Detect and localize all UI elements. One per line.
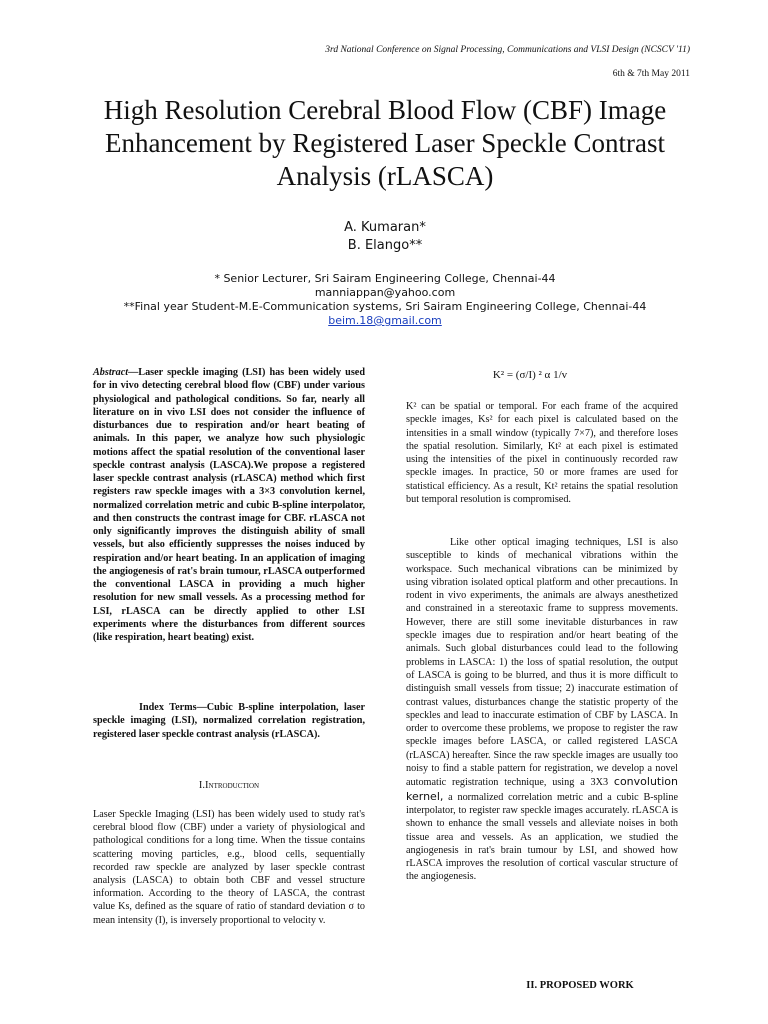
column2-kernel-text: convolution kernel, — [406, 775, 678, 803]
section-1-heading: I.Introduction — [198, 780, 260, 791]
introduction-text: Laser Speckle Imaging (LSI) has been widely used to study rat's cerebral blood flow (CBF) under a variety of physiological and pathological conditions for a long time. When the tissue contains scattering moving particles, e.g., blood cells, sequentially recorded raw speckle are analyzed by laser speckle contrast analysis (LASCA) to obtain both CBF and vessel structure information. According to the theory of LASCA, the contrast value Ks, defined as the square of ratio of standard deviation σ to mean intensity (I), is inversely proportional to velocity v. — [93, 809, 365, 926]
email-2-link[interactable]: beim.18@gmail.com — [328, 314, 442, 327]
section-2-heading: II. PROPOSED WORK — [526, 980, 634, 991]
conference-date: 6th & 7th May 2011 — [612, 69, 690, 79]
column2-paragraph-2 — [406, 536, 678, 884]
author-1: A. Kumaran* — [344, 220, 426, 235]
affiliation-2: **Final year Student-M.E-Communication systems, Sri Sairam Engineering College, Chennai-44 — [123, 300, 647, 313]
author-2: B. Elango** — [347, 238, 423, 253]
email-2-container — [60, 314, 710, 327]
abstract-lead: Abstract — [93, 367, 129, 378]
equation: K² = (σ/I) ² α 1/v — [492, 369, 568, 381]
affiliation-1: * Senior Lecturer, Sri Sairam Engineering College, Chennai-44 — [214, 272, 556, 285]
abstract — [93, 366, 365, 644]
email-1: manniappan@yahoo.com — [314, 286, 456, 299]
column2-paragraph-2b: a normalized correlation metric and a cubic B-spline interpolator, to register raw speckle images accurately. rLASCA is shown to enhance the small vessels and alleviate noises in both tissue area and vessels. As an application, we studied the angiogenesis in rat's brain tumour by LSI, and showed how rLASCA improves the resolution of cortical vascular structure of the angiogenesis. — [406, 791, 678, 883]
paper-title: High Resolution Cerebral Blood Flow (CBF) Image Enhancement by Registered Laser Speckle Contrast Analysis (rLASCA) — [103, 95, 667, 191]
index-terms: Index Terms—Cubic B-spline interpolation, laser speckle imaging (LSI), normalized correlation registration, registered laser speckle contrast analysis (rLASCA). — [93, 702, 365, 740]
conference-header: 3rd National Conference on Signal Processing, Communications and VLSI Design (NCSCV '11) — [325, 45, 690, 55]
abstract-text: —Laser speckle imaging (LSI) has been widely used for in vivo detecting cerebral blood flow (CBF) under various physiological and pathological conditions. So far, nearly all literature on in vivo LSI does not consider the influence of disturbances due to respiration and/or heart beating of animals. In this paper, we analyze how such physiologic motions affect the spatial resolution of the conventional laser speckle contrast analysis (LASCA).We propose a registered laser speckle contrast analysis (rLASCA) method which first registers raw speckle images with a 3×3 convolution kernel, normalized correlation metric and cubic B-spline interpolator, and then constructs the contrast image for CBF. rLASCA not only significantly improves the distinguish ability of small vessels, but also efficiently suppresses the noises induced by respiration and/or heart beating. In an application of imaging the angiogenesis of rat's brain tumour, rLASCA outperformed the conventional LASCA in providing a much higher resolution for new small vessels. As a processing method for LSI, rLASCA can be directly applied to other LSI experiments where the disturbances from different sources (like respiration, heart beating) exist. — [93, 367, 365, 643]
column2-paragraph-1: K² can be spatial or temporal. For each frame of the acquired speckle images, Ks² for each pixel is calculated based on the intensities in a small window (typically 7×7), and therefore loses the spatial resolution. Similarly, Kt² at each pixel is estimated using the intensities of the pixel in continuously recorded raw speckle images. In practice, 50 or more frames are used for statistical efficiency. As a result, Kt² retains the spatial resolution but temporal resolution is compromised. — [406, 401, 678, 506]
column2-paragraph-2a: Like other optical imaging techniques, LSI is also susceptible to kinds of mechanical vibrations within the workspace. Such mechanical vibrations can be minimized by using vibration isolated optical platform and other precautions. In rodent in vivo experiments, the animals are always anesthetized and constrained in a stereotaxic frame to suppress movements. However, there are still some inevitable disturbances in raw speckle images due to respiration and/or heart beating of the animals. Such global disturbances could lead to the following problems in LASCA: 1) the loss of spatial resolution, the output of LASCA is going to be blurred, and thus it is more difficult to distinguish small vessels from tissue; 2) inaccurate estimation of contrast values, disturbances change the statistic property of the speckles and lead to inaccurate estimation of CBF by LASCA. In order to overcome these problems, we propose to register the raw speckle images before LASCA, or called registered LASCA (rLASCA) hereafter. Since the raw speckle images are usually too noisy to find a stable pattern for registration, we develop a novel automatic registration technique, using a 3X3 — [406, 537, 678, 789]
